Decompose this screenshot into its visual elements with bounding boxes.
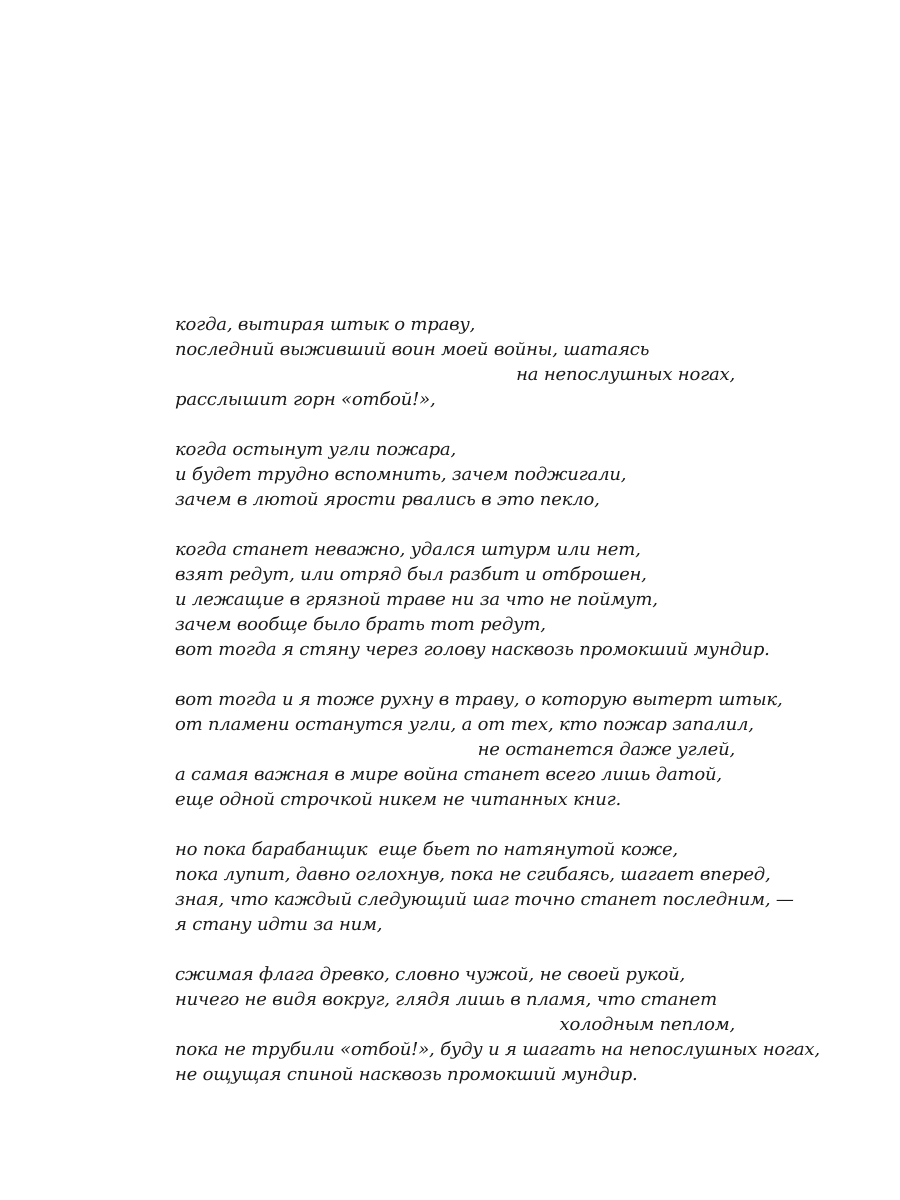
poem-line: когда, вытирая штык о траву, bbox=[175, 314, 476, 335]
poem-line: зачем вообще было брать тот редут, bbox=[175, 614, 546, 635]
poem-line: зачем в лютой ярости рвались в это пекло, bbox=[175, 489, 600, 510]
poem-line: последний выживший воин моей войны, шатаясь bbox=[175, 339, 650, 360]
poem-line: не ощущая спиной насквозь промокший мундир. bbox=[175, 1064, 638, 1085]
poem-line: а самая важная в мире война станет всего лишь датой, bbox=[175, 764, 722, 785]
poem-line: взят редут, или отряд был разбит и отброшен, bbox=[175, 564, 647, 585]
poem-text bbox=[175, 312, 820, 1112]
poem-line-indented: на непослушных ногах, bbox=[516, 364, 735, 385]
poem-line: зная, что каждый следующий шаг точно станет последним, — bbox=[175, 889, 794, 910]
stanza bbox=[175, 837, 794, 937]
poem-line: вот тогда и я тоже рухну в траву, о которую вытерт штык, bbox=[175, 689, 783, 710]
poem-line: еще одной строчкой никем не читанных книг. bbox=[175, 789, 622, 810]
stanza bbox=[175, 437, 735, 512]
poem-line: вот тогда я стяну через голову насквозь промокший мундир. bbox=[175, 639, 770, 660]
poem-line: ничего не видя вокруг, глядя лишь в пламя, что станет bbox=[175, 989, 717, 1010]
poem-line: но пока барабанщик еще бьет по натянутой коже, bbox=[175, 839, 678, 860]
poem-line-indented: холодным пеплом, bbox=[559, 1014, 735, 1035]
poem-line: и будет трудно вспомнить, зачем поджигали, bbox=[175, 464, 627, 485]
poem-line: и лежащие в грязной траве ни за что не поймут, bbox=[175, 589, 658, 610]
poem-line: от пламени останутся угли, а от тех, кто пожар запалил, bbox=[175, 714, 754, 735]
stanza bbox=[175, 312, 735, 412]
stanza bbox=[175, 962, 820, 1087]
poem-line: когда станет неважно, удался штурм или нет, bbox=[175, 539, 641, 560]
poem-line: сжимая флага древко, словно чужой, не своей рукой, bbox=[175, 964, 686, 985]
poem-line: пока лупит, давно оглохнув, пока не сгибаясь, шагает вперед, bbox=[175, 864, 771, 885]
poem-line: когда остынут угли пожара, bbox=[175, 439, 456, 460]
poem-line: пока не трубили «отбой!», буду и я шагать на непослушных ногах, bbox=[175, 1039, 820, 1060]
poem-line: я стану идти за ним, bbox=[175, 914, 383, 935]
stanza bbox=[175, 687, 783, 812]
stanza bbox=[175, 537, 770, 662]
poem-line-indented: не останется даже углей, bbox=[477, 739, 735, 760]
poem-line: расслышит горн «отбой!», bbox=[175, 389, 436, 410]
